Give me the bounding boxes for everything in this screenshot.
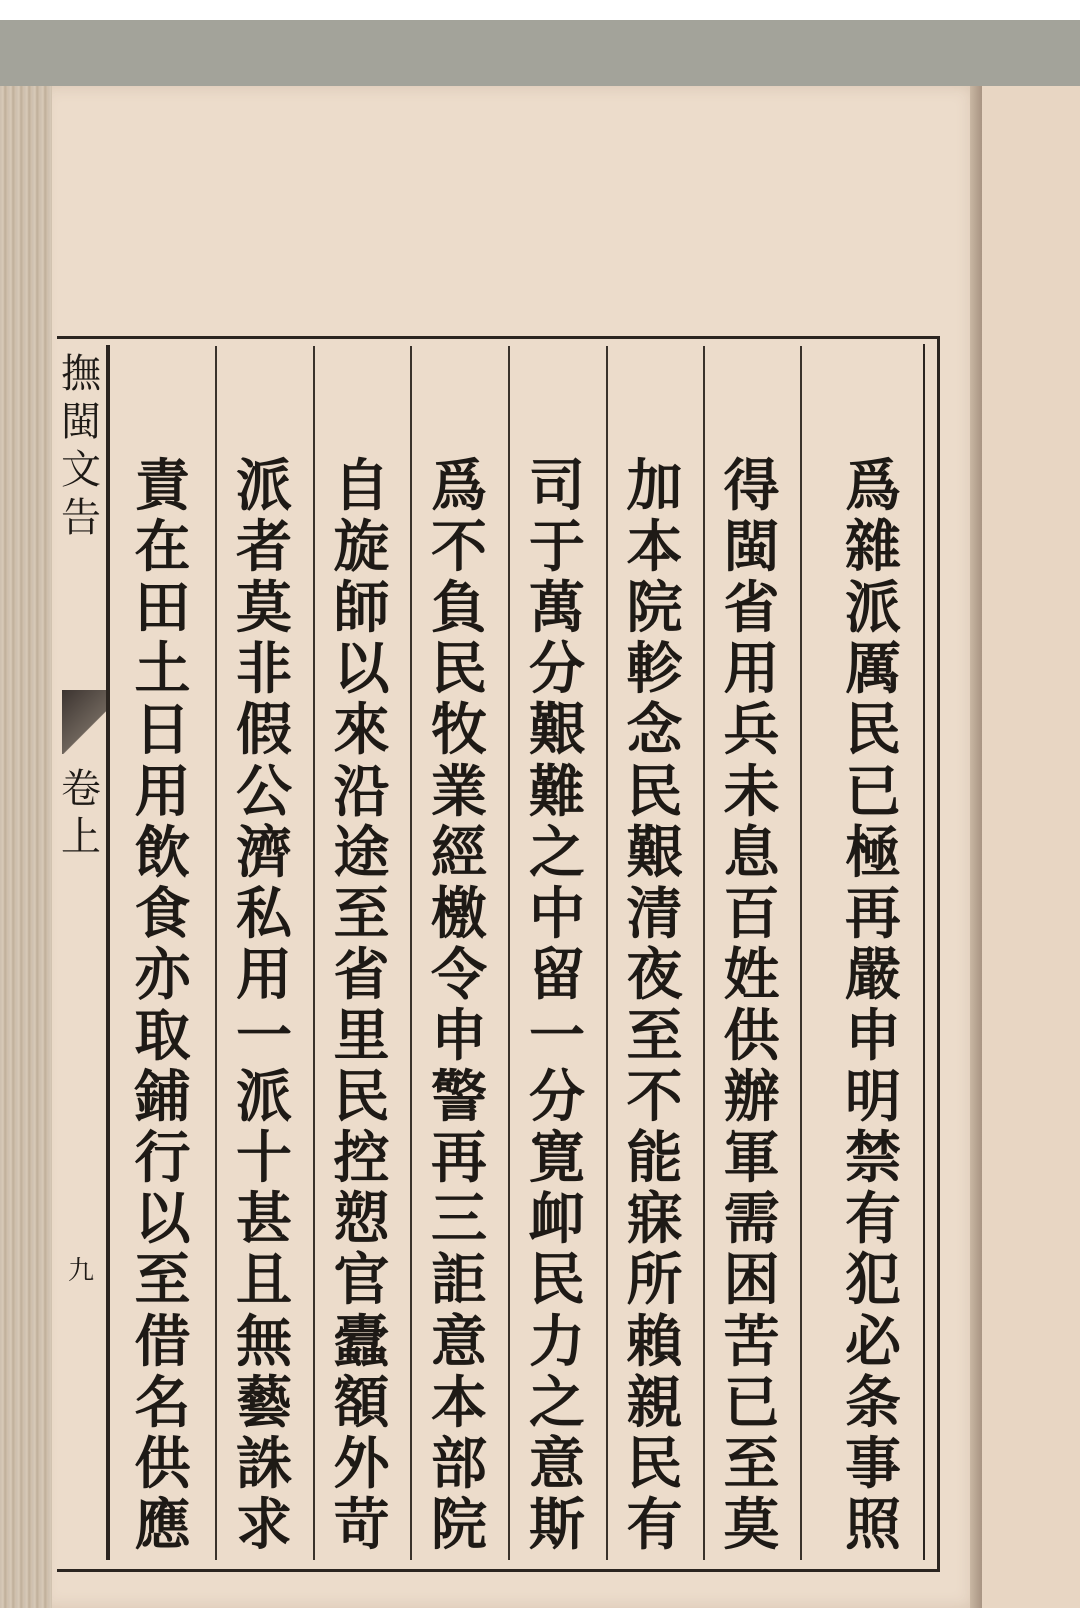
character: 民 (529, 1247, 585, 1314)
character: 申 (431, 1002, 487, 1069)
character: 至 (134, 1247, 191, 1314)
page-number: 九 (68, 1256, 95, 1286)
character: 以 (134, 1186, 191, 1253)
character: 用 (134, 758, 191, 825)
character: 之 (529, 819, 585, 886)
character: 苦 (723, 1308, 780, 1375)
character: 不 (431, 514, 487, 581)
character: 民 (333, 1064, 390, 1131)
character: 額 (333, 1369, 390, 1436)
character: 需 (723, 1186, 780, 1253)
character: 姓 (723, 941, 780, 1008)
character: 飲 (134, 819, 191, 886)
character: 所 (626, 1247, 683, 1314)
character: 誅 (236, 1430, 292, 1497)
character: 旋 (333, 514, 390, 581)
character: 爲 (431, 453, 487, 519)
character: 借 (134, 1308, 191, 1375)
character: 寛 (529, 1125, 585, 1192)
character: 派 (845, 575, 901, 642)
character: 公 (236, 758, 292, 825)
character: 卷 (61, 766, 101, 812)
character: 一 (529, 1002, 585, 1069)
character: 土 (134, 636, 191, 703)
character: 至 (723, 1430, 780, 1497)
character: 困 (723, 1247, 780, 1314)
character: 供 (134, 1430, 191, 1497)
character: 申 (845, 1002, 901, 1069)
character: 条 (845, 1369, 901, 1436)
text-column (110, 453, 215, 1558)
character: 能 (626, 1125, 683, 1192)
character: 百 (723, 880, 780, 947)
character: 寐 (626, 1186, 683, 1253)
character: 告 (61, 495, 101, 541)
frame-inner-rule (923, 344, 925, 1560)
character: 不 (626, 1064, 683, 1131)
character: 官 (333, 1247, 390, 1314)
character: 留 (529, 941, 585, 1008)
character: 文 (61, 447, 101, 493)
book-title (56, 350, 106, 542)
character: 外 (333, 1430, 390, 1497)
character: 再 (431, 1125, 487, 1192)
character: 求 (236, 1491, 292, 1558)
character: 院 (431, 1491, 487, 1558)
character: 經 (431, 819, 487, 886)
character: 一 (236, 1002, 292, 1069)
character: 民 (845, 697, 901, 764)
character: 加 (626, 453, 683, 519)
character: 意 (431, 1308, 487, 1375)
character: 部 (431, 1430, 487, 1497)
character: 念 (626, 697, 683, 764)
character: 民 (431, 636, 487, 703)
text-column (410, 453, 508, 1558)
character: 厲 (845, 636, 901, 703)
character: 用 (236, 941, 292, 1008)
character: 甚 (236, 1186, 292, 1253)
character: 莫 (236, 575, 292, 642)
character: 派 (236, 453, 292, 519)
character: 負 (431, 575, 487, 642)
character: 司 (529, 453, 585, 519)
character: 沿 (333, 758, 390, 825)
character: 息 (723, 819, 780, 886)
character: 在 (134, 514, 191, 581)
character: 得 (723, 453, 780, 519)
character: 清 (626, 880, 683, 947)
character: 供 (723, 1002, 780, 1069)
fish-tail-ornament (62, 690, 106, 754)
character: 有 (626, 1491, 683, 1558)
character: 檄 (431, 880, 487, 947)
character: 艱 (529, 697, 585, 764)
character: 濟 (236, 819, 292, 886)
character: 夜 (626, 941, 683, 1008)
character: 本 (431, 1369, 487, 1436)
top-border (0, 0, 1080, 20)
character: 十 (236, 1125, 292, 1192)
character: 以 (333, 636, 390, 703)
character: 取 (134, 1002, 191, 1069)
character: 之 (529, 1369, 585, 1436)
character: 且 (236, 1247, 292, 1314)
character: 事 (845, 1430, 901, 1497)
character: 軫 (626, 636, 683, 703)
character: 卹 (529, 1186, 585, 1253)
character: 令 (431, 941, 487, 1008)
character: 本 (626, 514, 683, 581)
character: 業 (431, 758, 487, 825)
character: 省 (333, 941, 390, 1008)
character: 民 (626, 1430, 683, 1497)
text-column (823, 453, 923, 1558)
character: 中 (529, 880, 585, 947)
character: 明 (845, 1064, 901, 1131)
character: 閩 (723, 514, 780, 581)
character: 至 (333, 880, 390, 947)
character: 賴 (626, 1308, 683, 1375)
character: 私 (236, 880, 292, 947)
character: 撫 (61, 351, 101, 397)
character: 亦 (134, 941, 191, 1008)
character: 民 (626, 758, 683, 825)
text-column (606, 453, 703, 1558)
character: 省 (723, 575, 780, 642)
character: 用 (723, 636, 780, 703)
book-page-edges (0, 86, 60, 1608)
character: 禁 (845, 1125, 901, 1192)
character: 有 (845, 1186, 901, 1253)
character: 假 (236, 697, 292, 764)
text-column (508, 453, 606, 1558)
character: 爲 (845, 453, 901, 519)
character: 辦 (723, 1064, 780, 1131)
character: 田 (134, 575, 191, 642)
character: 來 (333, 697, 390, 764)
volume-label (56, 765, 106, 861)
character: 萬 (529, 575, 585, 642)
character: 難 (529, 758, 585, 825)
character: 自 (333, 453, 390, 519)
character: 藝 (236, 1369, 292, 1436)
character: 未 (723, 758, 780, 825)
character: 警 (431, 1064, 487, 1131)
character: 苛 (333, 1491, 390, 1558)
character: 途 (333, 819, 390, 886)
character: 親 (626, 1369, 683, 1436)
facing-page (982, 86, 1080, 1608)
character: 食 (134, 880, 191, 947)
character: 分 (529, 636, 585, 703)
character: 上 (61, 814, 101, 860)
character: 蠹 (333, 1308, 390, 1375)
character: 意 (529, 1430, 585, 1497)
character: 派 (236, 1064, 292, 1131)
character: 無 (236, 1308, 292, 1375)
character: 犯 (845, 1247, 901, 1314)
character: 艱 (626, 819, 683, 886)
character: 至 (626, 1002, 683, 1069)
character: 責 (134, 453, 191, 519)
character: 詎 (431, 1247, 487, 1314)
character: 者 (236, 514, 292, 581)
character: 軍 (723, 1125, 780, 1192)
character: 必 (845, 1308, 901, 1375)
character: 力 (529, 1308, 585, 1375)
character: 再 (845, 880, 901, 947)
text-column (313, 453, 410, 1558)
character: 行 (134, 1125, 191, 1192)
character: 兵 (723, 697, 780, 764)
character: 分 (529, 1064, 585, 1131)
character: 極 (845, 819, 901, 886)
character: 雜 (845, 514, 901, 581)
page-gutter (970, 86, 982, 1608)
character: 鋪 (134, 1064, 191, 1131)
text-column (703, 453, 800, 1558)
character: 嚴 (845, 941, 901, 1008)
character: 師 (333, 575, 390, 642)
character: 斯 (529, 1491, 585, 1558)
character: 愬 (333, 1186, 390, 1253)
character: 照 (845, 1491, 901, 1558)
character: 應 (134, 1491, 191, 1558)
character: 于 (529, 514, 585, 581)
character: 已 (845, 758, 901, 825)
character: 日 (134, 697, 191, 764)
character: 牧 (431, 697, 487, 764)
character: 非 (236, 636, 292, 703)
character: 名 (134, 1369, 191, 1436)
character: 控 (333, 1125, 390, 1192)
character: 里 (333, 1002, 390, 1069)
character: 三 (431, 1186, 487, 1253)
character: 閩 (61, 399, 101, 445)
character: 院 (626, 575, 683, 642)
column-rule (800, 346, 802, 1560)
character: 莫 (723, 1491, 780, 1558)
text-column (215, 453, 313, 1558)
character: 已 (723, 1369, 780, 1436)
